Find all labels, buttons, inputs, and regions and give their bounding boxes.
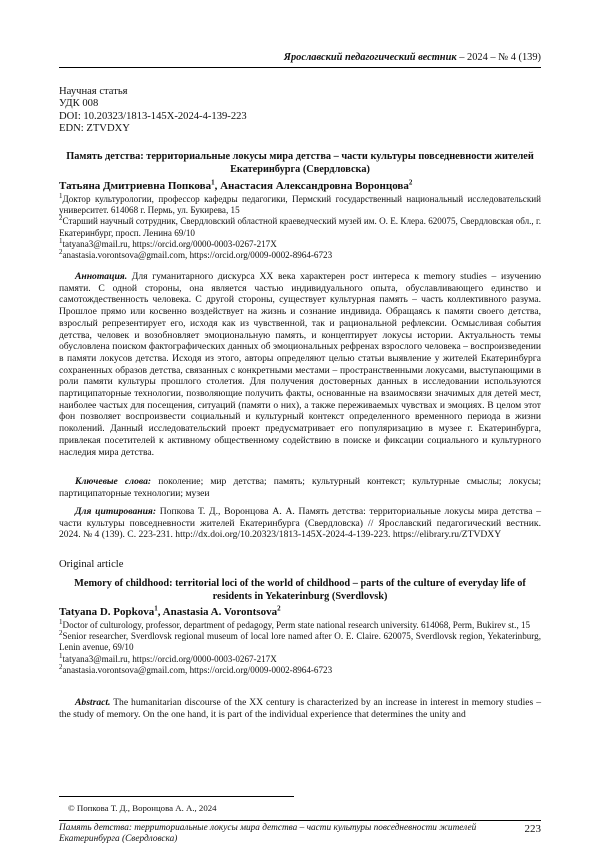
footer-divider [59, 820, 541, 821]
ru-affiliations [59, 191, 541, 261]
ru-citation-label: Для цитирования: [75, 506, 157, 517]
article-type: Научная статья [59, 86, 128, 97]
ru-keywords-label: Ключевые слова: [75, 476, 152, 487]
ru-abstract-label: Аннотация. [75, 271, 128, 282]
ru-contact-1: $^1$tatyana3@mail.ru, https://orcid.org/0000-0003-0267-217X [59, 236, 277, 249]
en-affiliation-2: $^2$Senior researcher, Sverdlovsk regional museum of local lore named after O. E. Claire. 620075, Sverdlovsk region, Yekaterinburg, Lenin avenue, 69/10 [59, 629, 541, 653]
en-author-2: Anastasia A. Vorontsova [162, 606, 278, 618]
footnote-divider [59, 796, 294, 797]
ru-abstract-text: Для гуманитарного дискурса XX века характерен рост интереса к memory studies – изучению памяти. С одной стороны, она является частью индивидуального опыта, обуславливающего единство и самотождественность человека. С другой стороны, существует культурная память – часть коллективного разума. Прошлое прямо или косвенно воздействует на жизнь и сознание индивида. Обращаясь к памяти своего детства, взрослый репрезентирует его, исходя как из чувственной, так и рациональной рефлексии. Осмысливая события детства, человек и возобновляет эмоциональную память, и концептирует локусы истории. Актуальность темы обусловлена поиском фактографических данных об эмоциональных рефренах взрослого человека – воспроизведении в памяти локусов детства. Исходя из этого, авторы определяют целью статьи выявление у жителей Екатеринбурга сохраненных образов детства, связанных с конкретными местами – пространственными локусами, выступающими в роли памяти культуры прошлого столетия. Для получения достоверных данных в исследовании используются партиципаторные технологии, позволяющие получить факты, основанные на взаимосвязи значимых для детей мест, наиболее частых для посещения, ситуаций (памяти о них), а также переживаемых чувствах и эмоциях. В целом этот фон позволяет воспроизвести социальный и культурный контекст определенного временного периода в жизни поколений. Данный исследовательский проект предусматривает его популяризацию в музее г. Екатеринбурга, привлекая посетителей к активному общественному содействию в поиске и фиксации социального и культурного наследия мира детства. [59, 271, 541, 458]
edn: EDN: ZTVDXY [59, 123, 130, 135]
page-number: 223 [524, 823, 541, 835]
ru-keywords-text: поколение; мир детства; память; культурный контекст; культурные смыслы; локусы; партиципаторные технологии; музеи [59, 476, 541, 499]
copyright-footnote: © Попкова Т. Д., Воронцова А. А., 2024 [68, 803, 217, 813]
en-article-title: Memory of childhood: territorial loci of the world of childhood – parts of the culture of everyday life of residents in Yekaterinburg (Sverdlovsk) [74, 578, 526, 602]
ru-affiliation-1: $^1$Доктор культурологии, профессор кафедры педагогики, Пермский государственный национальный исследовательский университет. 614068 г. Пермь, ул. Букирева, 15 [59, 191, 541, 216]
doi: DOI: 10.20323/1813-145X-2024-4-139-223 [59, 110, 247, 122]
ru-keywords [59, 476, 541, 499]
en-article-type: Original article [59, 559, 124, 570]
journal-issue: – 2024 – № 4 (139) [456, 52, 541, 63]
ru-contact-2: $^2$anastasia.vorontsova@gmail.com, https://orcid.org/0009-0002-8964-6723 [59, 247, 333, 261]
en-abstract [59, 697, 541, 720]
journal-header [59, 52, 541, 64]
en-author-1: Tatyana D. Popkova [59, 606, 155, 618]
udk-code: УДК 008 [59, 98, 99, 110]
ru-author-1: Татьяна Дмитриевна Попкова [59, 180, 212, 192]
ru-article-title: Память детства: территориальные локусы мира детства – части культуры повседневности жителей Екатеринбурга (Свердловска) [66, 151, 534, 175]
en-contact-1: $^1$tatyana3@mail.ru, https://orcid.org/0000-0003-0267-217X [59, 651, 277, 664]
en-abstract-text: The humanitarian discourse of the XX century is characterized by an increase in interest in memory studies – the study of memory. On the one hand, it is part of the individual experience that determines the unity and [59, 697, 541, 720]
ru-author-2: Анастасия Александровна Воронцова [220, 180, 409, 192]
en-authors: Tatyana D. Popkova$^1$, Anastasia A. Vorontsova$^2$ [59, 604, 281, 618]
en-contact-2: $^2$anastasia.vorontsova@gmail.com, https://orcid.org/0009-0002-8964-6723 [59, 662, 333, 675]
ru-citation-text: Попкова Т. Д., Воронцова А. А. Память детства: территориальные локусы мира детства – части культуры повседневности жителей Екатеринбурга (Свердловска) // Ярославский педагогический вестник. 2024. № 4 (139). С. 223-231. http://dx.doi.org/10.20323/1813-145X-2024-4-139-223. https://elibrary.ru/ZTVDXY [59, 506, 541, 541]
article-meta [59, 86, 541, 136]
ru-abstract [59, 271, 541, 458]
journal-name: Ярославский педагогический вестник [283, 52, 457, 63]
ru-citation [59, 506, 541, 541]
ru-affiliation-2: $^2$Старший научный сотрудник, Свердловский областной краеведческий музей им. О. Е. Клера. 620075, Свердловская обл., г. Екатеринбург, просп. Ленина 69/10 [59, 214, 541, 238]
en-affiliations [59, 617, 541, 676]
footer-running-title: Память детства: территориальные локусы мира детства – части культуры повседневности жителей Екатеринбурга (Свердловска) [59, 823, 477, 845]
en-abstract-label: Abstract. [75, 697, 111, 708]
en-affiliation-1: $^1$Doctor of culturology, professor, department of pedagogy, Perm state national research university. 614068, Perm, Bukirev st., 15 [59, 617, 531, 630]
header-divider [59, 67, 541, 68]
ru-authors: Татьяна Дмитриевна Попкова$^1$, Анастасия Александровна Воронцова$^2$ [59, 178, 413, 192]
